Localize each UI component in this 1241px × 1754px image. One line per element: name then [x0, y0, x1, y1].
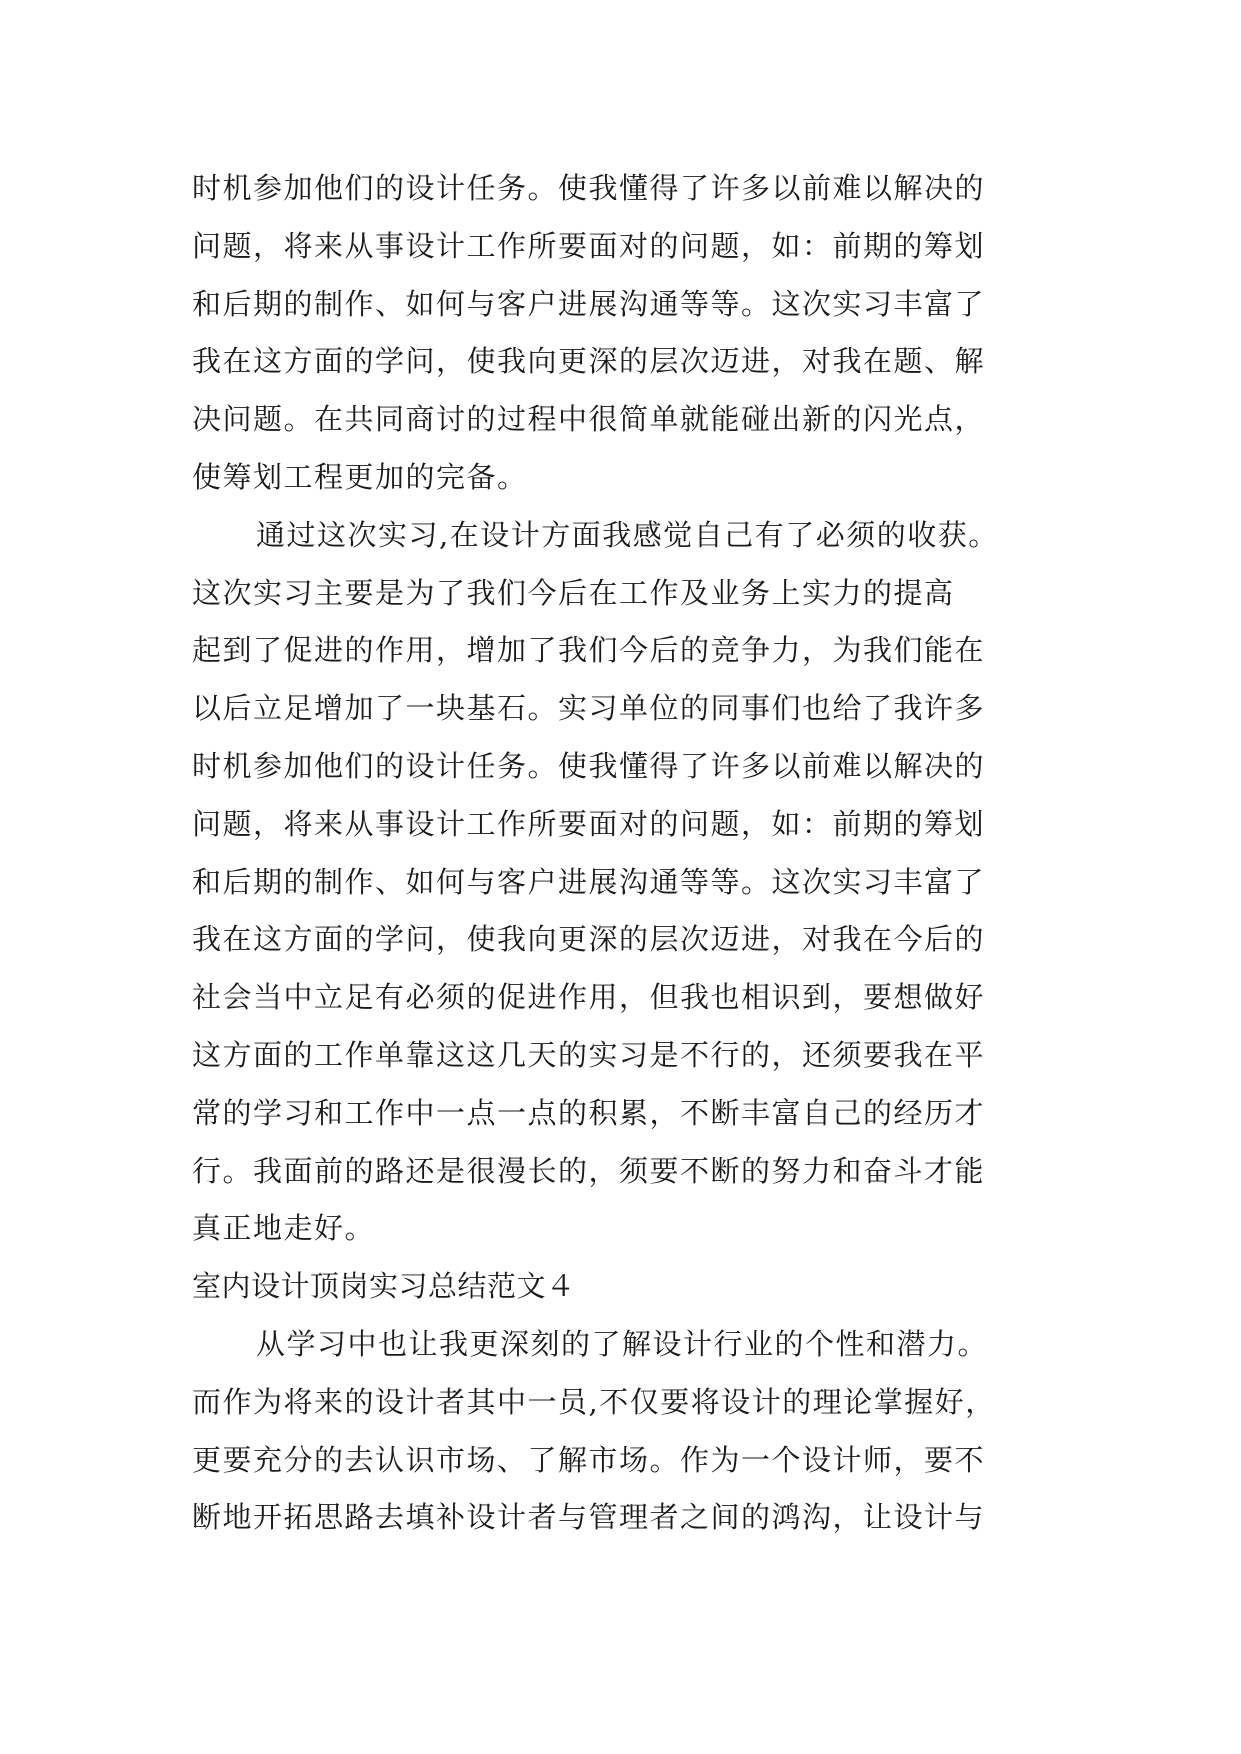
- text-line: 而作为将来的设计者其中一员,不仅要将设计的理论掌握好，: [192, 1384, 996, 1419]
- text-line: 断地开拓思路去填补设计者与管理者之间的鸿沟，让设计与: [192, 1500, 986, 1535]
- text-line: 从学习中也让我更深刻的了解设计行业的个性和潜力。: [256, 1326, 989, 1361]
- text-line: 起到了促进的作用，增加了我们今后的竞争力，为我们能在: [192, 633, 986, 668]
- text-line: 这方面的工作单靠这这几天的实习是不行的，还须要我在平: [192, 1037, 986, 1072]
- section-heading: 室内设计顶岗实习总结范文４: [192, 1269, 576, 1304]
- text-line: 问题，将来从事设计工作所要面对的问题，如：前期的筹划: [192, 806, 986, 841]
- text-line: 以后立足增加了一块基石。实习单位的同事们也给了我许多: [192, 691, 986, 726]
- text-line: 问题，将来从事设计工作所要面对的问题，如：前期的筹划: [192, 228, 986, 263]
- document-body: [192, 160, 1072, 1547]
- text-line: 这次实习主要是为了我们今后在工作及业务上实力的提高: [192, 575, 955, 610]
- paragraph-3: [192, 1316, 1072, 1547]
- text-line: 更要充分的去认识市场、了解市场。作为一个设计师，要不: [192, 1442, 986, 1477]
- text-line: 时机参加他们的设计任务。使我懂得了许多以前难以解决的: [192, 748, 986, 783]
- text-line: 和后期的制作、如何与客户进展沟通等等。这次实习丰富了: [192, 286, 986, 321]
- text-line: 我在这方面的学问，使我向更深的层次迈进，对我在题、解: [192, 344, 986, 379]
- text-line: 时机参加他们的设计任务。使我懂得了许多以前难以解决的: [192, 171, 986, 205]
- text-line: 真正地走好。: [192, 1211, 376, 1246]
- text-line: 行。我面前的路还是很漫长的，须要不断的努力和奋斗才能: [192, 1153, 986, 1188]
- paragraph-2: [192, 507, 1072, 1258]
- text-line: 通过这次实习,在设计方面我感觉自己有了必须的收获。: [256, 517, 999, 552]
- paragraph-1: [192, 160, 1072, 507]
- text-line: 使筹划工程更加的完备。: [192, 459, 528, 494]
- text-line: 常的学习和工作中一点一点的积累，不断丰富自己的经历才: [192, 1095, 986, 1130]
- text-line: 决问题。在共同商讨的过程中很简单就能碰出新的闪光点，: [192, 402, 986, 437]
- text-line: 和后期的制作、如何与客户进展沟通等等。这次实习丰富了: [192, 864, 986, 899]
- text-line: 我在这方面的学问，使我向更深的层次迈进，对我在今后的: [192, 922, 986, 957]
- text-line: 社会当中立足有必须的促进作用，但我也相识到，要想做好: [192, 980, 986, 1015]
